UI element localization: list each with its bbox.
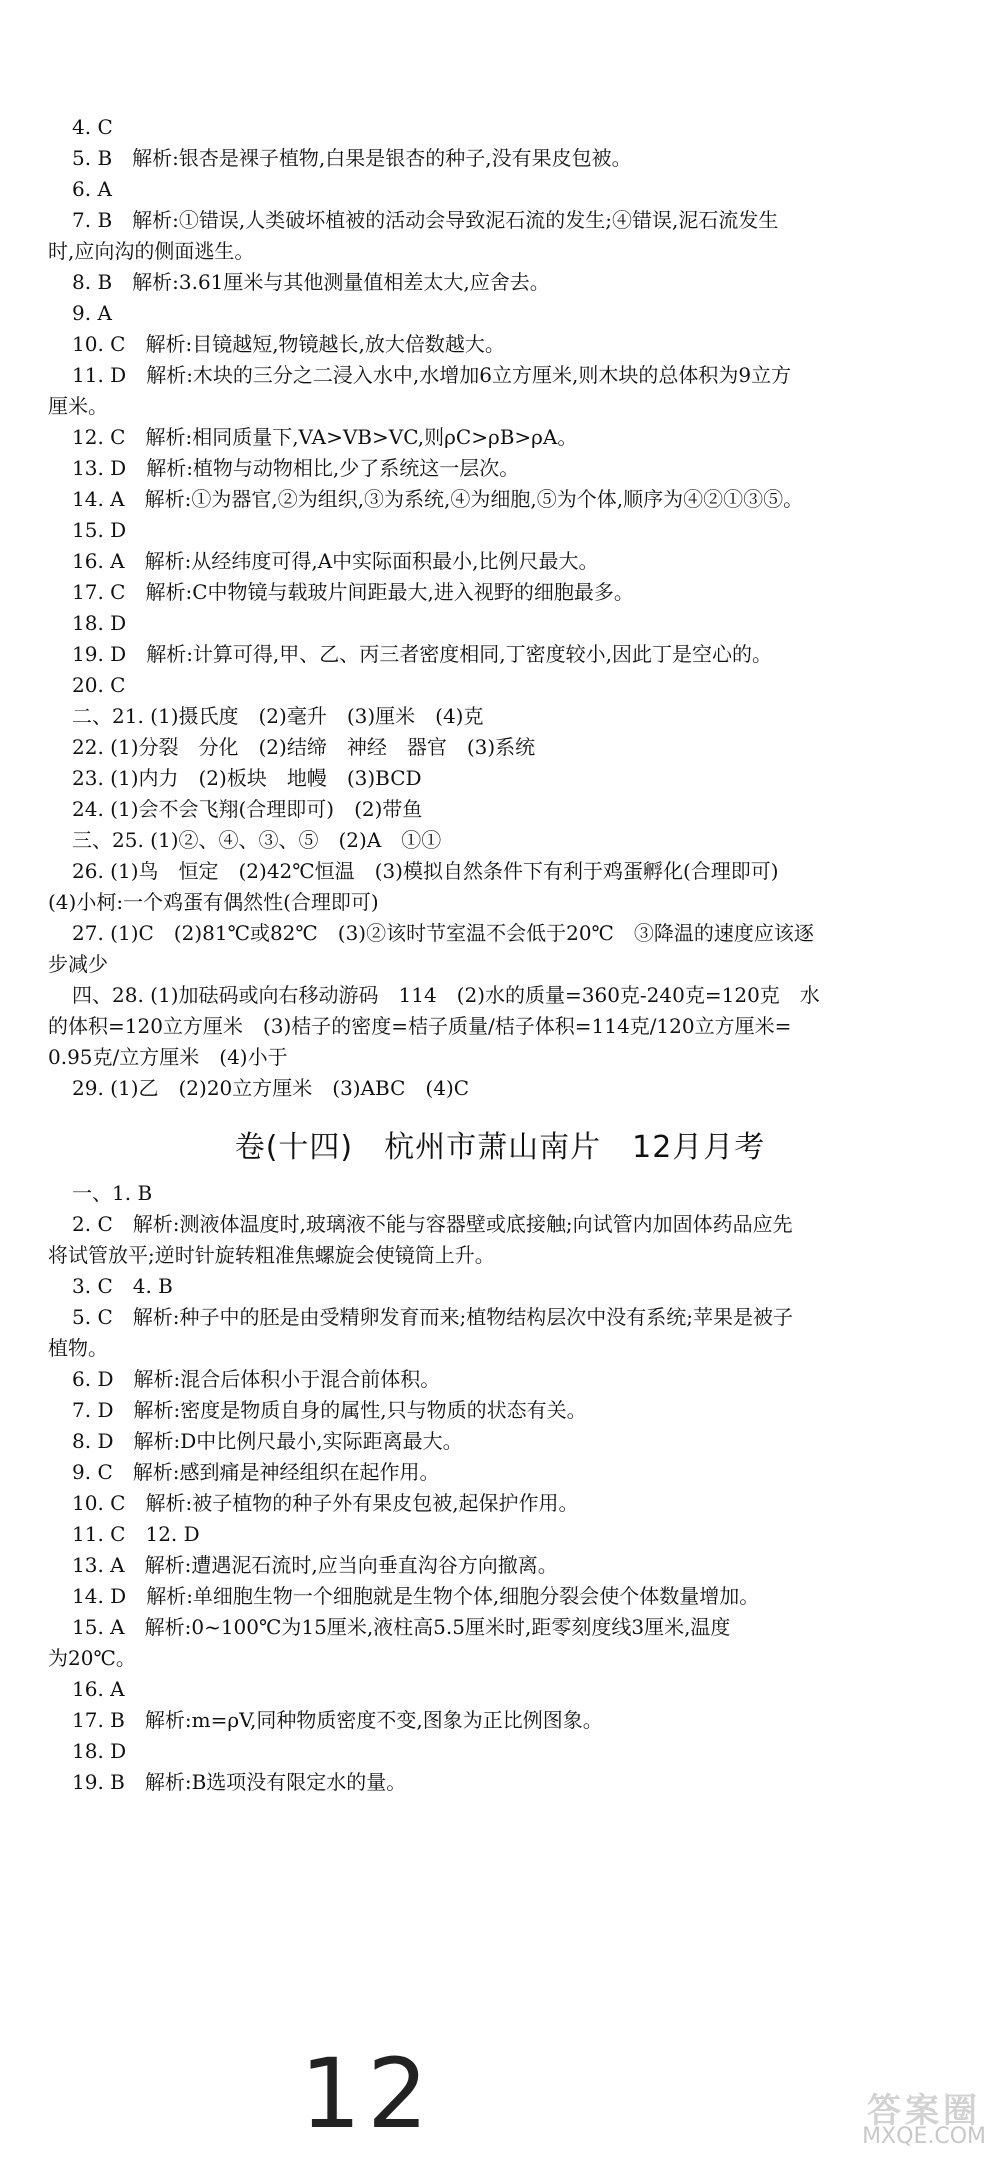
answer-line: 三、25. (1)②、④、③、⑤ (2)A ①① (72, 828, 442, 852)
answer-line: 13. A 解析:遭遇泥石流时,应当向垂直沟谷方向撤离。 (72, 1553, 558, 1577)
answer-line: 15. D (72, 518, 127, 542)
answer-line: 19. D 解析:计算可得,甲、乙、丙三者密度相同,丁密度较小,因此丁是空心的。 (72, 642, 773, 666)
answer-line: 二、21. (1)摄氏度 (2)毫升 (3)厘米 (4)克 (72, 704, 484, 728)
answer-line: 18. D (72, 611, 127, 635)
handwritten-page-number: 12 (300, 2038, 435, 2150)
answer-line: 12. C 解析:相同质量下,VA>VB>VC,则ρC>ρB>ρA。 (72, 425, 578, 449)
answer-line: 13. D 解析:植物与动物相比,少了系统这一层次。 (72, 456, 520, 480)
answer-line: 17. C 解析:C中物镜与载玻片间距最大,进入视野的细胞最多。 (72, 580, 634, 604)
answer-line: 16. A (72, 1677, 125, 1701)
answer-line: 9. A (72, 301, 112, 325)
answer-line: 步减少 (48, 952, 108, 976)
answer-line: 8. D 解析:D中比例尺最小,实际距离最大。 (72, 1429, 463, 1453)
answer-line: 11. C 12. D (72, 1522, 200, 1546)
answer-line: 7. D 解析:密度是物质自身的属性,只与物质的状态有关。 (72, 1398, 587, 1422)
answer-line: 6. A (72, 177, 112, 201)
answer-line: 5. C 解析:种子中的胚是由受精卵发育而来;植物结构层次中没有系统;苹果是被子 (72, 1305, 793, 1329)
answer-line: 27. (1)C (2)81℃或82℃ (3)②该时节室温不会低于20℃ ③降温的速度应该逐 (72, 921, 814, 945)
answer-line: 18. D (72, 1739, 127, 1763)
answer-line: 29. (1)乙 (2)20立方厘米 (3)ABC (4)C (72, 1076, 470, 1100)
answer-line: 23. (1)内力 (2)板块 地幔 (3)BCD (72, 766, 422, 790)
answer-line: (4)小柯:一个鸡蛋有偶然性(合理即可) (48, 890, 379, 914)
answer-line: 10. C 解析:目镜越短,物镜越长,放大倍数越大。 (72, 332, 505, 356)
section-title: 卷(十四) 杭州市萧山南片 12月月考 (234, 1130, 766, 1165)
answer-line: 为20℃。 (48, 1646, 136, 1670)
answer-line: 14. D 解析:单细胞生物一个细胞就是生物个体,细胞分裂会使个体数量增加。 (72, 1584, 760, 1608)
answer-line: 的体积=120立方厘米 (3)桔子的密度=桔子质量/桔子体积=114克/120立方厘米= (48, 1014, 792, 1038)
watermark-title: 答案圈 (867, 2091, 982, 2131)
answer-line: 0.95克/立方厘米 (4)小于 (48, 1045, 288, 1069)
answer-line: 16. A 解析:从经纬度可得,A中实际面积最小,比例尺最大。 (72, 549, 599, 573)
answer-line: 7. B 解析:①错误,人类破坏植被的活动会导致泥石流的发生;④错误,泥石流发生 (72, 208, 779, 232)
answer-line: 4. C (72, 115, 113, 139)
answer-line: 26. (1)鸟 恒定 (2)42℃恒温 (3)模拟自然条件下有利于鸡蛋孵化(合理即可) (72, 859, 779, 883)
watermark (862, 2091, 986, 2150)
answer-line: 10. C 解析:被子植物的种子外有果皮包被,起保护作用。 (72, 1491, 579, 1515)
answer-line: 时,应向沟的侧面逃生。 (48, 239, 255, 263)
answer-line: 17. B 解析:m=ρV,同种物质密度不变,图象为正比例图象。 (72, 1708, 603, 1732)
answer-line: 3. C 4. B (72, 1274, 173, 1298)
answer-line: 14. A 解析:①为器官,②为组织,③为系统,④为细胞,⑤为个体,顺序为④②①③⑤。 (72, 487, 804, 511)
answer-line: 植物。 (48, 1336, 108, 1360)
answer-line: 一、1. B (72, 1181, 153, 1205)
answer-line: 20. C (72, 673, 126, 697)
answer-line: 15. A 解析:0~100℃为15厘米,液柱高5.5厘米时,距零刻度线3厘米,温度 (72, 1615, 731, 1639)
answer-line: 19. B 解析:B选项没有限定水的量。 (72, 1770, 407, 1794)
answer-line: 5. B 解析:银杏是裸子植物,白果是银杏的种子,没有果皮包被。 (72, 146, 632, 170)
watermark-url: MXQE.COM (862, 2124, 986, 2149)
answer-line: 四、28. (1)加砝码或向右移动游码 114 (2)水的质量=360克-240克=120克 水 (72, 983, 820, 1007)
answer-line: 11. D 解析:木块的三分之二浸入水中,水增加6立方厘米,则木块的总体积为9立方 (72, 363, 792, 387)
answer-line: 2. C 解析:测液体温度时,玻璃液不能与容器壁或底接触;向试管内加固体药品应先 (72, 1212, 793, 1236)
answer-line: 将试管放平;逆时针旋转粗准焦螺旋会使镜筒上升。 (48, 1243, 495, 1267)
answer-line: 9. C 解析:感到痛是神经组织在起作用。 (72, 1460, 440, 1484)
answer-line: 8. B 解析:3.61厘米与其他测量值相差太大,应舍去。 (72, 270, 550, 294)
answer-line: 22. (1)分裂 分化 (2)结缔 神经 器官 (3)系统 (72, 735, 536, 759)
answer-line: 厘米。 (48, 394, 108, 418)
answer-line: 24. (1)会不会飞翔(合理即可) (2)带鱼 (72, 797, 423, 821)
answer-line: 6. D 解析:混合后体积小于混合前体积。 (72, 1367, 441, 1391)
